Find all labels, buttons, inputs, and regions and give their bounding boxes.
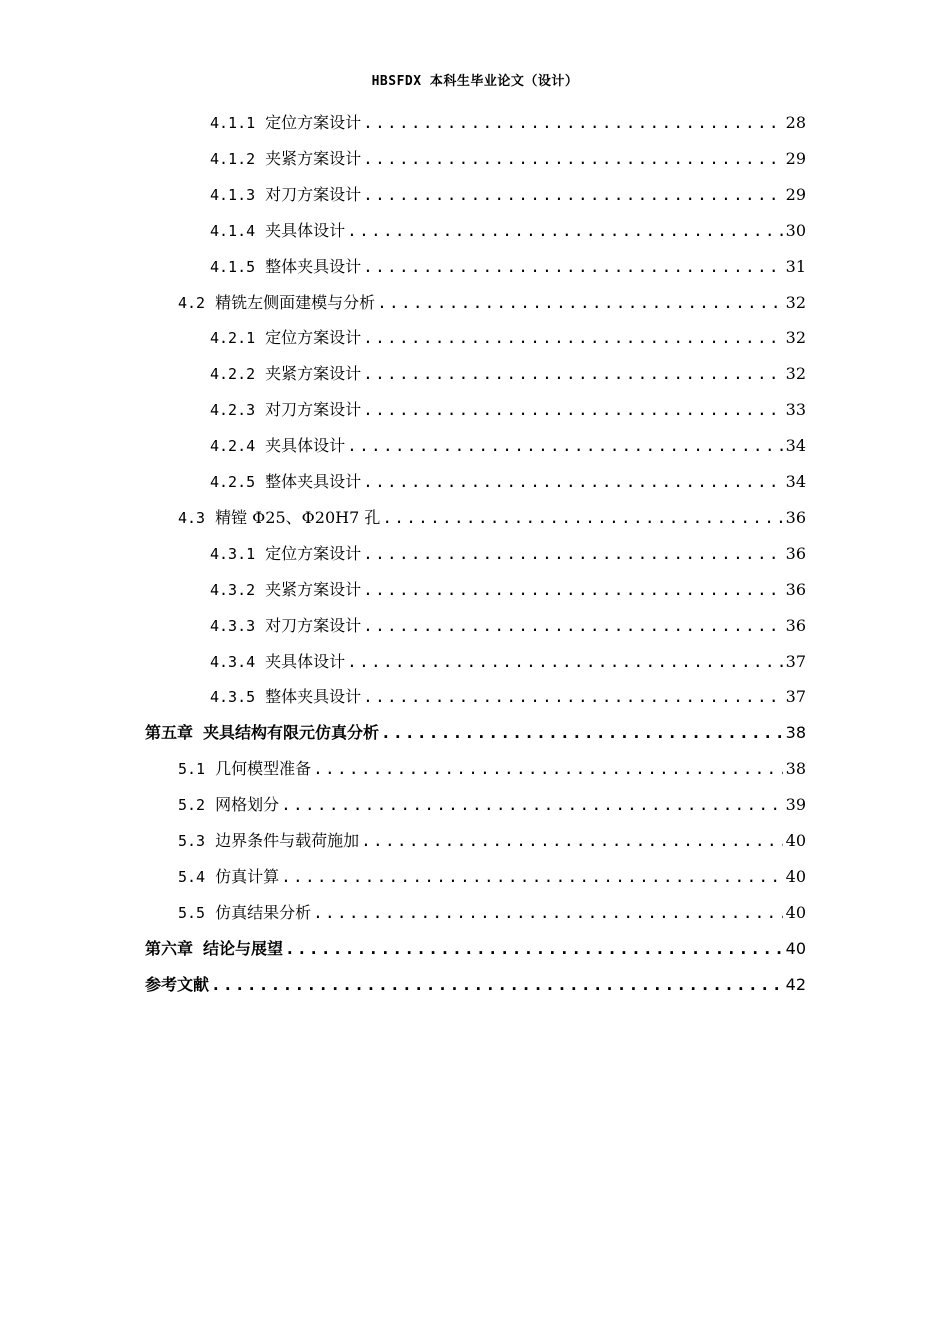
toc-entry-title: 结论与展望 xyxy=(203,939,284,958)
toc-entry-number: 4.3.2 xyxy=(210,581,256,599)
toc-dot-leader xyxy=(363,614,782,638)
toc-entry[interactable] xyxy=(210,434,806,458)
toc-entry-number: 4.1.4 xyxy=(210,222,256,240)
toc-entry-number: 4.1.1 xyxy=(210,114,256,132)
toc-entry-title: 对刀方案设计 xyxy=(265,616,362,635)
toc-entry[interactable] xyxy=(178,901,806,925)
toc-entry[interactable] xyxy=(210,398,806,422)
toc-dot-leader xyxy=(363,111,782,135)
toc-entry[interactable] xyxy=(178,506,806,530)
toc-entry-title: 对刀方案设计 xyxy=(265,400,362,419)
toc-entry-page-number: 36 xyxy=(785,616,806,635)
toc-entry-number: 4.2.1 xyxy=(210,329,256,347)
toc-entry-page-number: 29 xyxy=(785,149,806,168)
toc-entry-label xyxy=(210,434,345,458)
toc-entry-number: 4.2.5 xyxy=(210,473,256,491)
toc-entry-label xyxy=(210,470,361,494)
toc-entry-number: 4.3.4 xyxy=(210,653,256,671)
toc-entry-page-number: 33 xyxy=(785,400,806,419)
toc-entry-page-number: 32 xyxy=(785,328,806,347)
toc-entry-label xyxy=(210,255,361,279)
toc-entry-number: 第六章 xyxy=(145,939,194,958)
toc-dot-leader xyxy=(313,901,783,925)
toc-entry-page-number: 37 xyxy=(785,687,806,706)
toc-entry[interactable] xyxy=(178,757,806,781)
toc-entry-title: 整体夹具设计 xyxy=(265,257,362,276)
toc-entry-page-number: 40 xyxy=(785,867,806,886)
toc-entry-page-number: 38 xyxy=(785,723,806,742)
toc-dot-leader xyxy=(363,183,782,207)
toc-dot-leader xyxy=(363,255,782,279)
toc-entry-title: 夹具结构有限元仿真分析 xyxy=(203,723,380,742)
toc-dot-leader xyxy=(363,326,782,350)
toc-entry-label xyxy=(178,506,380,530)
toc-entry-number: 5.5 xyxy=(178,904,206,922)
toc-entry-title: 定位方案设计 xyxy=(265,544,362,563)
toc-entry-page-number: 42 xyxy=(785,975,806,994)
toc-dot-leader xyxy=(281,793,783,817)
toc-dot-leader xyxy=(381,721,783,745)
toc-entry-page-number: 40 xyxy=(785,903,806,922)
toc-entry-page-number: 38 xyxy=(785,759,806,778)
toc-dot-leader xyxy=(285,937,783,961)
toc-entry-number: 4.2.2 xyxy=(210,365,256,383)
toc-dot-leader xyxy=(377,291,783,315)
toc-dot-leader xyxy=(363,685,782,709)
toc-entry-number: 5.4 xyxy=(178,868,206,886)
toc-entry-number: 5.1 xyxy=(178,760,206,778)
toc-entry-page-number: 34 xyxy=(785,472,806,491)
toc-entry-label xyxy=(210,614,361,638)
toc-entry[interactable] xyxy=(210,614,806,638)
toc-entry-title: 夹紧方案设计 xyxy=(265,364,362,383)
toc-entry-label xyxy=(210,578,361,602)
toc-entry-label xyxy=(145,721,379,745)
toc-entry-title: 网格划分 xyxy=(215,795,280,814)
toc-entry-title: 整体夹具设计 xyxy=(265,472,362,491)
toc-entry-page-number: 31 xyxy=(785,257,806,276)
toc-entry-number: 5.3 xyxy=(178,832,206,850)
toc-entry[interactable] xyxy=(210,542,806,566)
toc-entry-label xyxy=(178,757,311,781)
toc-entry-title: 仿真计算 xyxy=(215,867,280,886)
toc-entry-page-number: 34 xyxy=(785,436,806,455)
toc-entry-title: 几何模型准备 xyxy=(215,759,312,778)
toc-entry-title: 夹具体设计 xyxy=(265,436,346,455)
toc-entry-title: 定位方案设计 xyxy=(265,328,362,347)
toc-entry-page-number: 32 xyxy=(785,293,806,312)
toc-dot-leader xyxy=(363,398,782,422)
toc-entry-number: 4.2 xyxy=(178,294,206,312)
toc-entry-label xyxy=(178,793,279,817)
toc-entry-label xyxy=(210,685,361,709)
toc-entry-page-number: 29 xyxy=(785,185,806,204)
toc-entry-label xyxy=(210,326,361,350)
toc-dot-leader xyxy=(347,219,782,243)
toc-entry-number: 4.3.1 xyxy=(210,545,256,563)
toc-entry-number: 4.1.2 xyxy=(210,150,256,168)
toc-entry-title: 夹具体设计 xyxy=(265,652,346,671)
toc-entry-title: 对刀方案设计 xyxy=(265,185,362,204)
toc-dot-leader xyxy=(281,865,783,889)
toc-entry[interactable] xyxy=(210,470,806,494)
toc-entry[interactable] xyxy=(178,793,806,817)
toc-entry-number: 4.3.3 xyxy=(210,617,256,635)
toc-entry-number: 4.2.4 xyxy=(210,437,256,455)
toc-entry[interactable] xyxy=(210,183,806,207)
toc-entry[interactable] xyxy=(210,255,806,279)
toc-entry-page-number: 36 xyxy=(785,544,806,563)
toc-entry-title: 边界条件与载荷施加 xyxy=(215,831,360,850)
toc-entry-title: 夹紧方案设计 xyxy=(265,580,362,599)
toc-entry-page-number: 39 xyxy=(785,795,806,814)
toc-entry-label xyxy=(210,398,361,422)
toc-entry-title: 夹紧方案设计 xyxy=(265,149,362,168)
toc-entry-page-number: 40 xyxy=(785,939,806,958)
page-header: HBSFDX 本科生毕业论文（设计） xyxy=(371,74,579,89)
toc-entry-label xyxy=(145,937,283,961)
toc-entry-label xyxy=(210,183,361,207)
toc-entry-label xyxy=(210,362,361,386)
toc-dot-leader xyxy=(347,434,782,458)
toc-entry-page-number: 36 xyxy=(785,580,806,599)
toc-dot-leader xyxy=(382,506,782,530)
toc-entry-title: 夹具体设计 xyxy=(265,221,346,240)
toc-entry-label xyxy=(178,829,359,853)
toc-entry[interactable] xyxy=(178,829,806,853)
toc-entry-page-number: 32 xyxy=(785,364,806,383)
toc-dot-leader xyxy=(363,362,782,386)
toc-entry[interactable] xyxy=(210,219,806,243)
toc-entry[interactable] xyxy=(210,111,806,135)
toc-entry-label xyxy=(210,542,361,566)
toc-entry-label xyxy=(178,901,311,925)
toc-dot-leader xyxy=(363,470,782,494)
toc-entry-page-number: 30 xyxy=(785,221,806,240)
toc-entry[interactable] xyxy=(145,721,806,745)
toc-dot-leader xyxy=(211,973,783,997)
toc-entry-label xyxy=(178,865,279,889)
toc-entry-title: 整体夹具设计 xyxy=(265,687,362,706)
toc-entry-label xyxy=(178,291,375,315)
toc-entry-number: 4.3.5 xyxy=(210,688,256,706)
toc-entry[interactable] xyxy=(210,362,806,386)
toc-dot-leader xyxy=(363,147,782,171)
toc-entry[interactable] xyxy=(178,291,806,315)
toc-entry[interactable] xyxy=(210,650,806,674)
toc-entry-label xyxy=(210,219,345,243)
toc-dot-leader xyxy=(363,542,782,566)
toc-entry-number: 4.1.3 xyxy=(210,186,256,204)
toc-entry-number: 第五章 xyxy=(145,723,194,742)
toc-dot-leader xyxy=(363,578,782,602)
toc-entry-number: 4.3 xyxy=(178,509,206,527)
toc-entry-label xyxy=(210,147,361,171)
toc-entry-title: 仿真结果分析 xyxy=(215,903,312,922)
toc-entry-number: 4.2.3 xyxy=(210,401,256,419)
toc-entry-page-number: 36 xyxy=(785,508,806,527)
toc-entry-label xyxy=(210,111,361,135)
toc-entry[interactable] xyxy=(210,147,806,171)
toc-entry-number: 4.1.5 xyxy=(210,258,256,276)
toc-dot-leader xyxy=(313,757,783,781)
toc-entry-title: 精镗 Φ25、Φ20H7 孔 xyxy=(215,508,381,527)
toc-entry-page-number: 37 xyxy=(785,652,806,671)
toc-entry[interactable] xyxy=(210,326,806,350)
toc-entry-title: 定位方案设计 xyxy=(265,113,362,132)
toc-entry-page-number: 28 xyxy=(785,113,806,132)
toc-entry-label xyxy=(145,973,209,997)
toc-entry-title: 精铣左侧面建模与分析 xyxy=(215,293,376,312)
toc-entry[interactable] xyxy=(145,973,806,997)
toc-entry[interactable] xyxy=(145,937,806,961)
toc-dot-leader xyxy=(361,829,783,853)
toc-entry-page-number: 40 xyxy=(785,831,806,850)
toc-entry[interactable] xyxy=(210,578,806,602)
toc-entry[interactable] xyxy=(210,685,806,709)
toc-dot-leader xyxy=(347,650,782,674)
toc-entry-label xyxy=(210,650,345,674)
toc-entry-title: 参考文献 xyxy=(145,975,210,994)
toc-entry-number: 5.2 xyxy=(178,796,206,814)
toc-entry[interactable] xyxy=(178,865,806,889)
